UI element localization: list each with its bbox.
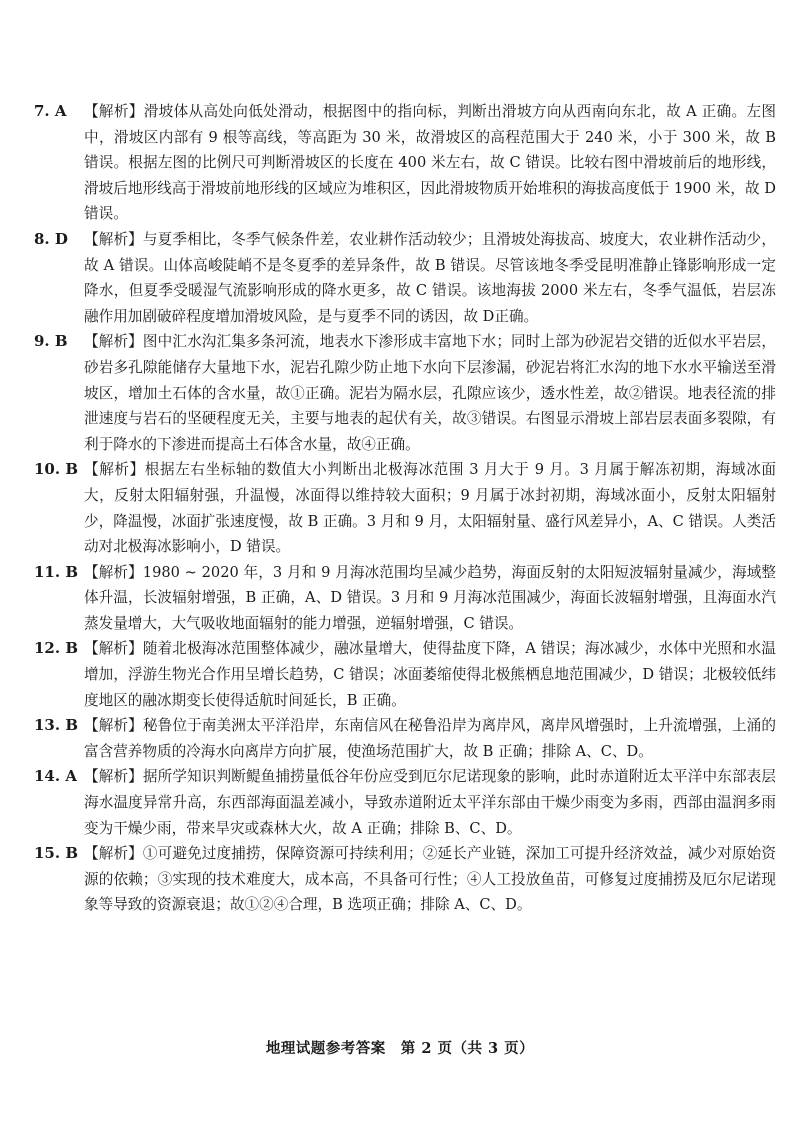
answer-item-13 bbox=[34, 713, 776, 764]
answer-list bbox=[34, 99, 776, 918]
answer-explanation: 【解析】滑坡体从高处向低处滑动，根据图中的指向标，判断出滑坡方向从西南向东北，故 A 正确。左图中，滑坡区内部有 9 根等高线，等高距为 30 米，故滑坡区的高程范围大于 240 米，小于 300 米，故 B 错误。根据左图的比例尺可判断滑坡区的长度在 400 米左右，故 C 错误。比较右图中滑坡前后的地形线，滑坡后地形线高于滑坡前地形线的区域应为堆积区，因此滑坡物质开始堆积的海拔高度低于 1900 米，故 D 错误。 bbox=[84, 103, 776, 223]
answer-number: 14. A bbox=[34, 767, 77, 786]
answer-item-9 bbox=[34, 329, 776, 457]
answer-item-15 bbox=[34, 841, 776, 918]
answer-item-10 bbox=[34, 457, 776, 559]
answer-item-8 bbox=[34, 227, 776, 329]
answer-item-14 bbox=[34, 764, 776, 841]
answer-item-12 bbox=[34, 636, 776, 713]
answer-number: 7. A bbox=[34, 102, 67, 120]
answer-explanation: 【解析】与夏季相比，冬季气候条件差，农业耕作活动较少；且滑坡处海拔高、坡度大，农业耕作活动少，故 A 错误。山体高峻陡峭不是冬夏季的差异条件，故 B 错误。尽管该地冬季受昆明准静止锋影响形成一定降水，但夏季受暖湿气流影响形成的降水更多，故 C 错误。该地海拔 2000 米左右，冬季气温低，岩层冻融作用加剧破碎程度增加滑坡风险，是与夏季不同的诱因，故 D正确。 bbox=[84, 230, 776, 325]
page-footer: 地理试题参考答案 第 2 页（共 3 页） bbox=[265, 1040, 535, 1057]
answer-explanation: 【解析】图中汇水沟汇集多条河流，地表水下渗形成丰富地下水；同时上部为砂泥岩交错的近似水平岩层，砂岩多孔隙能储存大量地下水，泥岩孔隙少防止地下水向下层渗漏，砂泥岩将汇水沟的地下水水平输送至滑坡区，增加土石体的含水量，故①正确。泥岩为隔水层，孔隙应该少，透水性差，故②错误。地表径流的排泄速度与岩石的坚硬程度无关，主要与地表的起伏有关，故③错误。右图显示滑坡上部岩层表面多裂隙，有利于降水的下渗进而提高土石体含水量，故④正确。 bbox=[84, 333, 776, 453]
answer-number: 11. B bbox=[34, 562, 78, 581]
answer-explanation: 【解析】1980 ~ 2020 年，3 月和 9 月海冰范围均呈减少趋势，海面反射的太阳短波辐射量减少，海域整体升温，长波辐射增强，B 正确，A、D 错误。3 月和 9 月海冰范围减少，海面长波辐射增强，且海面水汽蒸发量增大，大气吸收地面辐射的能力增强，逆辐射增强，C 错误。 bbox=[84, 563, 776, 632]
answer-number: 12. B bbox=[34, 639, 78, 658]
answer-explanation: 【解析】秘鲁位于南美洲太平洋沿岸，东南信风在秘鲁沿岸为离岸风，离岸风增强时，上升流增强，上涌的富含营养物质的冷海水向离岸方向扩展，使渔场范围扩大，故 B 正确；排除 A、C、D。 bbox=[84, 717, 776, 760]
answer-explanation: 【解析】①可避免过度捕捞，保障资源可持续利用；②延长产业链，深加工可提升经济效益，减少对原始资源的依赖；③实现的技术难度大，成本高，不具备可行性；④人工投放鱼苗，可修复过度捕捞及厄尔尼诺现象等导致的资源衰退；故①②④合理，B 选项正确；排除 A、C、D。 bbox=[84, 845, 776, 914]
answer-item-7 bbox=[34, 99, 776, 227]
answer-number: 13. B bbox=[34, 716, 78, 735]
answer-explanation: 【解析】根据左右坐标轴的数值大小判断出北极海冰范围 3 月大于 9 月。3 月属于解冻初期，海域冰面大，反射太阳辐射强，升温慢，冰面得以维持较大面积；9 月属于冰封初期，海域冰面小，反射太阳辐射少，降温慢，冰面扩张速度慢，故 B 正确。3 月和 9 月，太阳辐射量、盛行风差异小，A、C 错误。人类活动对北极海冰影响小，D 错误。 bbox=[84, 461, 776, 556]
answer-number: 15. B bbox=[34, 844, 78, 863]
answer-number: 10. B bbox=[34, 460, 78, 479]
answer-number: 9. B bbox=[34, 332, 68, 351]
answer-item-11 bbox=[34, 560, 776, 637]
answer-explanation: 【解析】据所学知识判断鳀鱼捕捞量低谷年份应受到厄尔尼诺现象的影响，此时赤道附近太平洋中东部表层海水温度异常升高，东西部海面温差减小，导致赤道附近太平洋东部由干燥少雨变为多雨，西部由温润多雨变为干燥少雨，带来旱灾或森林大火，故 A 正确；排除 B、C、D。 bbox=[84, 768, 776, 837]
answer-explanation: 【解析】随着北极海冰范围整体减少，融冰量增大，使得盐度下降，A 错误；海冰减少，水体中光照和水温增加，浮游生物光合作用呈增长趋势，C 错误；冰面萎缩使得北极熊栖息地范围减少，D 错误；北极较低纬度地区的融冰期变长使得适航时间延长，B 正确。 bbox=[84, 640, 776, 709]
answer-number: 8. D bbox=[34, 229, 68, 248]
